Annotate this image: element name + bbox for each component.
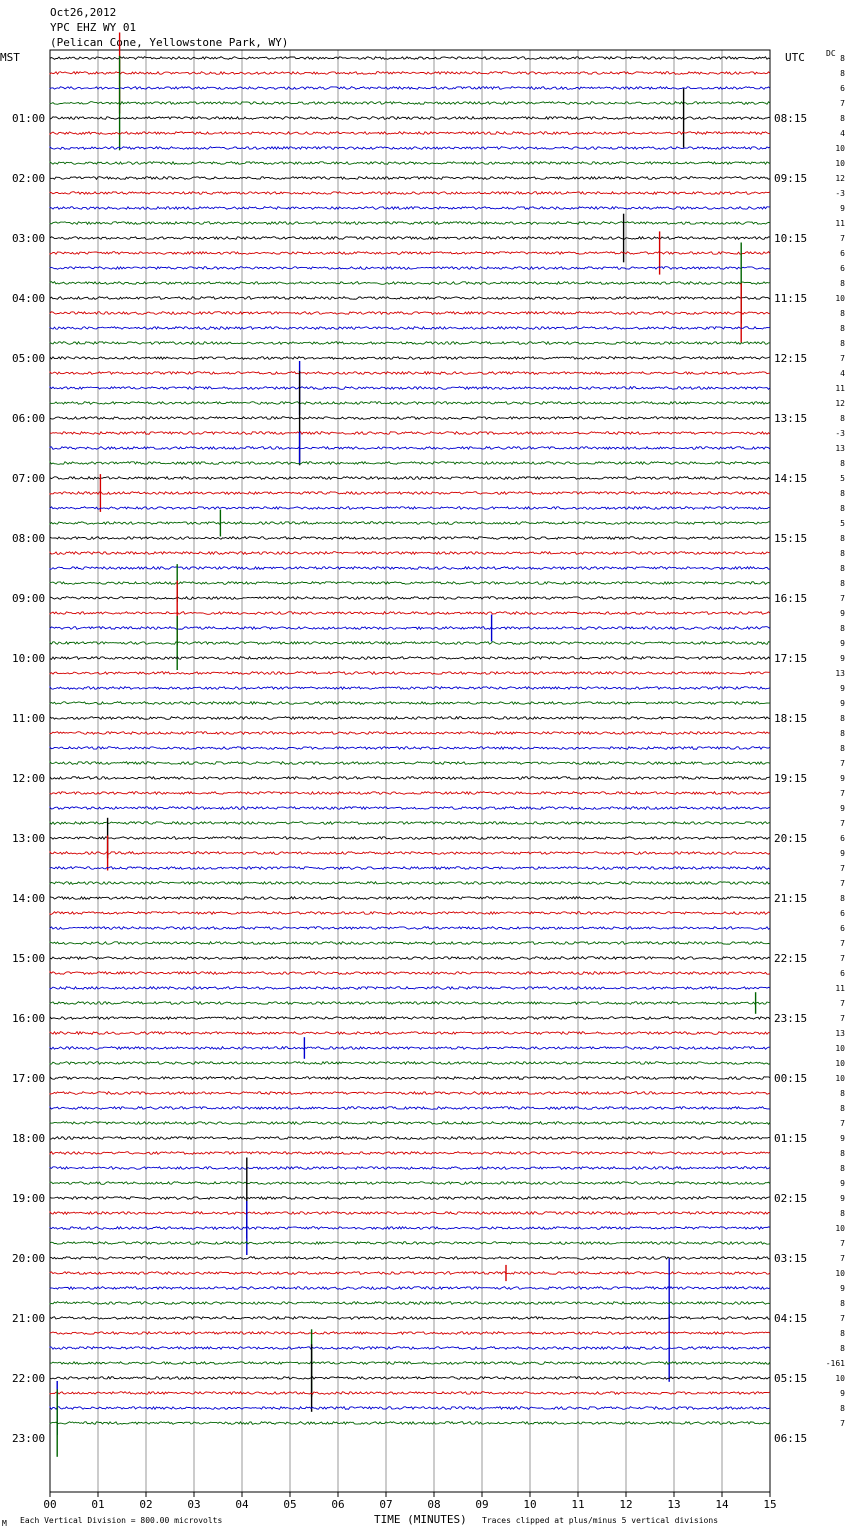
right-hour-label: 14:15 — [774, 472, 808, 485]
dc-offset-value: 10 — [835, 1374, 845, 1383]
trace-line — [50, 72, 770, 75]
right-hour-label: 04:15 — [774, 1312, 808, 1325]
x-tick-label: 00 — [43, 1498, 57, 1511]
right-hour-label: 10:15 — [774, 232, 808, 245]
trace-line — [50, 987, 770, 990]
right-zone-label: UTC — [785, 51, 805, 64]
trace-line — [50, 882, 770, 885]
x-tick-label: 02 — [139, 1498, 153, 1511]
right-hour-label: 09:15 — [774, 172, 808, 185]
dc-offset-value: 4 — [840, 369, 845, 378]
dc-offset-value: 8 — [840, 534, 845, 543]
trace-line — [50, 132, 770, 135]
trace-line — [50, 252, 770, 255]
x-tick-label: 12 — [619, 1498, 633, 1511]
trace-line — [50, 1407, 770, 1410]
right-hour-label: 13:15 — [774, 412, 808, 425]
dc-offset-value: 11 — [835, 384, 845, 393]
trace-line — [50, 1197, 770, 1200]
header-date: Oct26,2012 — [50, 6, 117, 19]
trace-line — [50, 672, 770, 675]
x-tick-label: 15 — [763, 1498, 777, 1511]
trace-line — [50, 282, 770, 285]
trace-lines — [50, 33, 770, 1457]
left-hour-label: 06:00 — [12, 412, 46, 425]
left-hour-label: 17:00 — [12, 1072, 46, 1085]
trace-line — [50, 1107, 770, 1110]
trace-line — [50, 147, 770, 150]
trace-line — [50, 1257, 770, 1260]
x-tick-label: 01 — [91, 1498, 105, 1511]
dc-offset-value: 7 — [840, 759, 845, 768]
trace-line — [50, 1317, 770, 1320]
dc-offset-value: 4 — [840, 129, 845, 138]
dc-offset-value: 8 — [840, 114, 845, 123]
trace-line — [50, 432, 770, 435]
trace-line — [50, 1287, 770, 1290]
left-hour-label: 13:00 — [12, 832, 46, 845]
left-hour-label: 21:00 — [12, 1312, 46, 1325]
trace-line — [50, 837, 770, 840]
dc-offset-value: 7 — [840, 999, 845, 1008]
dc-offset-value: 10 — [835, 1074, 845, 1083]
trace-line — [50, 912, 770, 915]
right-hour-label: 01:15 — [774, 1132, 808, 1145]
trace-line — [50, 87, 770, 90]
trace-line — [50, 402, 770, 405]
right-hour-label: 11:15 — [774, 292, 808, 305]
x-axis-ticks — [43, 1492, 776, 1511]
dc-offset-value: 10 — [835, 159, 845, 168]
dc-offset-value: 8 — [840, 1164, 845, 1173]
dc-offset-value: 6 — [840, 249, 845, 258]
x-axis-label: TIME (MINUTES) — [374, 1513, 467, 1526]
left-hour-label: 01:00 — [12, 112, 46, 125]
dc-offset-value: 8 — [840, 1209, 845, 1218]
right-hour-labels — [774, 112, 807, 1445]
trace-line — [50, 327, 770, 330]
trace-line — [50, 792, 770, 795]
trace-line — [50, 1392, 770, 1395]
left-hour-label: 22:00 — [12, 1372, 46, 1385]
corner-mark: M — [2, 1519, 7, 1528]
dc-offset-value: 11 — [835, 219, 845, 228]
dc-offset-value: 8 — [840, 489, 845, 498]
dc-offset-value: 8 — [840, 564, 845, 573]
dc-offset-value: 7 — [840, 1014, 845, 1023]
dc-offset-value: 8 — [840, 744, 845, 753]
dc-label: DC — [826, 49, 836, 58]
trace-line — [50, 1227, 770, 1230]
x-tick-label: 06 — [331, 1498, 345, 1511]
dc-offset-value: 8 — [840, 579, 845, 588]
trace-line — [50, 492, 770, 495]
trace-line — [50, 747, 770, 750]
left-hour-label: 07:00 — [12, 472, 46, 485]
dc-offset-value: 8 — [840, 1404, 845, 1413]
trace-line — [50, 297, 770, 300]
x-tick-label: 07 — [379, 1498, 393, 1511]
dc-offset-value: 8 — [840, 714, 845, 723]
trace-line — [50, 1167, 770, 1170]
trace-line — [50, 1362, 770, 1365]
dc-offset-value: 7 — [840, 879, 845, 888]
right-hour-label: 16:15 — [774, 592, 808, 605]
dc-offset-value: 8 — [840, 1329, 845, 1338]
dc-offset-value: 9 — [840, 849, 845, 858]
x-tick-label: 11 — [571, 1498, 585, 1511]
left-hour-label: 04:00 — [12, 292, 46, 305]
dc-offset-value: 9 — [840, 609, 845, 618]
left-hour-label: 23:00 — [12, 1432, 46, 1445]
trace-line — [50, 732, 770, 735]
left-hour-label: 19:00 — [12, 1192, 46, 1205]
trace-line — [50, 642, 770, 645]
trace-line — [50, 192, 770, 195]
trace-line — [50, 1092, 770, 1095]
dc-offset-value: 13 — [835, 1029, 845, 1038]
trace-line — [50, 1212, 770, 1215]
dc-offset-value: 7 — [840, 939, 845, 948]
trace-line — [50, 597, 770, 600]
dc-offset-value: 9 — [840, 684, 845, 693]
dc-offset-value: 11 — [835, 984, 845, 993]
x-tick-label: 10 — [523, 1498, 537, 1511]
right-hour-label: 20:15 — [774, 832, 808, 845]
trace-line — [50, 1272, 770, 1275]
clip-note: Traces clipped at plus/minus 5 vertical divisions — [482, 1516, 719, 1525]
right-hour-label: 17:15 — [774, 652, 808, 665]
dc-offset-value: 10 — [835, 1269, 845, 1278]
dc-offset-value: 7 — [840, 1419, 845, 1428]
trace-line — [50, 1002, 770, 1005]
trace-line — [50, 1017, 770, 1020]
trace-line — [50, 387, 770, 390]
dc-offset-value: -3 — [835, 189, 845, 198]
left-hour-labels — [12, 112, 45, 1445]
x-tick-label: 04 — [235, 1498, 249, 1511]
trace-line — [50, 312, 770, 315]
trace-line — [50, 552, 770, 555]
trace-line — [50, 1332, 770, 1335]
trace-line — [50, 537, 770, 540]
dc-offset-value: 7 — [840, 954, 845, 963]
right-hour-label: 05:15 — [774, 1372, 808, 1385]
dc-offset-value: 9 — [840, 1179, 845, 1188]
right-hour-label: 19:15 — [774, 772, 808, 785]
dc-offset-column — [826, 54, 845, 1428]
trace-line — [50, 1242, 770, 1245]
left-hour-label: 02:00 — [12, 172, 46, 185]
dc-offset-value: 7 — [840, 234, 845, 243]
x-tick-label: 05 — [283, 1498, 297, 1511]
dc-offset-value: 10 — [835, 1044, 845, 1053]
trace-line — [50, 237, 770, 240]
right-hour-label: 03:15 — [774, 1252, 808, 1265]
dc-offset-value: 13 — [835, 444, 845, 453]
trace-line — [50, 522, 770, 525]
dc-offset-value: 8 — [840, 1149, 845, 1158]
dc-offset-value: 8 — [840, 1344, 845, 1353]
x-tick-label: 08 — [427, 1498, 441, 1511]
left-hour-label: 08:00 — [12, 532, 46, 545]
dc-offset-value: 8 — [840, 1089, 845, 1098]
right-hour-label: 23:15 — [774, 1012, 808, 1025]
dc-offset-value: 7 — [840, 594, 845, 603]
scale-note: Each Vertical Division = 800.00 microvolts — [20, 1516, 223, 1525]
dc-offset-value: 5 — [840, 474, 845, 483]
left-hour-label: 20:00 — [12, 1252, 46, 1265]
dc-offset-value: 12 — [835, 174, 845, 183]
dc-offset-value: 10 — [835, 1224, 845, 1233]
trace-line — [50, 867, 770, 870]
trace-line — [50, 462, 770, 465]
dc-offset-value: 8 — [840, 1299, 845, 1308]
trace-line — [50, 267, 770, 270]
trace-line — [50, 372, 770, 375]
left-hour-label: 14:00 — [12, 892, 46, 905]
trace-line — [50, 177, 770, 180]
dc-offset-value: 6 — [840, 264, 845, 273]
trace-line — [50, 222, 770, 225]
right-hour-label: 15:15 — [774, 532, 808, 545]
dc-offset-value: 9 — [840, 654, 845, 663]
trace-line — [50, 1377, 770, 1380]
dc-offset-value: 7 — [840, 1314, 845, 1323]
x-tick-label: 09 — [475, 1498, 489, 1511]
dc-offset-value: 8 — [840, 54, 845, 63]
dc-offset-value: 8 — [840, 69, 845, 78]
right-hour-label: 18:15 — [774, 712, 808, 725]
right-hour-label: 21:15 — [774, 892, 808, 905]
trace-line — [50, 1047, 770, 1050]
dc-offset-value: -161 — [825, 1359, 845, 1368]
left-hour-label: 16:00 — [12, 1012, 46, 1025]
dc-offset-value: 9 — [840, 204, 845, 213]
dc-offset-value: 6 — [840, 909, 845, 918]
dc-offset-value: 10 — [835, 1059, 845, 1068]
left-hour-label: 10:00 — [12, 652, 46, 665]
trace-line — [50, 1032, 770, 1035]
trace-line — [50, 342, 770, 345]
trace-line — [50, 702, 770, 705]
dc-offset-value: 6 — [840, 84, 845, 93]
dc-offset-value: 9 — [840, 699, 845, 708]
trace-line — [50, 972, 770, 975]
dc-offset-value: 8 — [840, 624, 845, 633]
dc-offset-value: 8 — [840, 549, 845, 558]
x-tick-label: 13 — [667, 1498, 681, 1511]
dc-offset-value: 7 — [840, 99, 845, 108]
x-tick-label: 14 — [715, 1498, 729, 1511]
dc-offset-value: 9 — [840, 1194, 845, 1203]
left-hour-label: 12:00 — [12, 772, 46, 785]
trace-line — [50, 1062, 770, 1065]
dc-offset-value: 9 — [840, 1284, 845, 1293]
trace-line — [50, 822, 770, 825]
trace-line — [50, 807, 770, 810]
left-hour-label: 03:00 — [12, 232, 46, 245]
trace-line — [50, 687, 770, 690]
trace-line — [50, 117, 770, 120]
trace-line — [50, 207, 770, 210]
right-hour-label: 00:15 — [774, 1072, 808, 1085]
trace-line — [50, 657, 770, 660]
dc-offset-value: 7 — [840, 354, 845, 363]
dc-offset-value: 8 — [840, 729, 845, 738]
trace-line — [50, 1137, 770, 1140]
dc-offset-value: 8 — [840, 279, 845, 288]
dc-offset-value: 8 — [840, 504, 845, 513]
dc-offset-value: 9 — [840, 774, 845, 783]
dc-offset-value: 7 — [840, 1239, 845, 1248]
trace-line — [50, 852, 770, 855]
dc-offset-value: 7 — [840, 864, 845, 873]
left-hour-label: 05:00 — [12, 352, 46, 365]
trace-line — [50, 1422, 770, 1425]
dc-offset-value: 9 — [840, 1134, 845, 1143]
trace-line — [50, 927, 770, 930]
trace-line — [50, 1182, 770, 1185]
left-hour-label: 11:00 — [12, 712, 46, 725]
dc-offset-value: 6 — [840, 834, 845, 843]
trace-line — [50, 357, 770, 360]
trace-line — [50, 417, 770, 420]
header-station: YPC EHZ WY 01 — [50, 21, 137, 34]
dc-offset-value: 9 — [840, 1389, 845, 1398]
right-hour-label: 12:15 — [774, 352, 808, 365]
trace-line — [50, 1152, 770, 1155]
dc-offset-value: 8 — [840, 309, 845, 318]
trace-line — [50, 717, 770, 720]
dc-offset-value: 7 — [840, 1119, 845, 1128]
trace-line — [50, 567, 770, 570]
dc-offset-value: 6 — [840, 924, 845, 933]
trace-line — [50, 582, 770, 585]
trace-line — [50, 477, 770, 480]
trace-line — [50, 102, 770, 105]
dc-offset-value: -3 — [835, 429, 845, 438]
dc-offset-value: 8 — [840, 894, 845, 903]
dc-offset-value: 12 — [835, 399, 845, 408]
trace-line — [50, 507, 770, 510]
left-hour-label: 15:00 — [12, 952, 46, 965]
dc-offset-value: 10 — [835, 294, 845, 303]
dc-offset-value: 7 — [840, 819, 845, 828]
dc-offset-value: 10 — [835, 144, 845, 153]
trace-line — [50, 1122, 770, 1125]
trace-line — [50, 942, 770, 945]
trace-line — [50, 1077, 770, 1080]
trace-line — [50, 57, 770, 60]
right-hour-label: 22:15 — [774, 952, 808, 965]
trace-line — [50, 1347, 770, 1350]
dc-offset-value: 9 — [840, 639, 845, 648]
dc-offset-value: 5 — [840, 519, 845, 528]
x-tick-label: 03 — [187, 1498, 201, 1511]
dc-offset-value: 7 — [840, 789, 845, 798]
trace-line — [50, 957, 770, 960]
right-hour-label: 08:15 — [774, 112, 808, 125]
left-zone-label: MST — [0, 51, 20, 64]
trace-line — [50, 762, 770, 765]
trace-line — [50, 627, 770, 630]
dc-offset-value: 8 — [840, 1104, 845, 1113]
dc-offset-value: 7 — [840, 1254, 845, 1263]
trace-line — [50, 447, 770, 450]
dc-offset-value: 8 — [840, 414, 845, 423]
dc-offset-value: 8 — [840, 339, 845, 348]
header-location: (Pelican Cone, Yellowstone Park, WY) — [50, 36, 289, 49]
dc-offset-value: 13 — [835, 669, 845, 678]
dc-offset-value: 8 — [840, 459, 845, 468]
left-hour-label: 09:00 — [12, 592, 46, 605]
dc-offset-value: 8 — [840, 324, 845, 333]
right-hour-label: 02:15 — [774, 1192, 808, 1205]
dc-offset-value: 9 — [840, 804, 845, 813]
trace-line — [50, 897, 770, 900]
trace-line — [50, 1302, 770, 1305]
trace-line — [50, 612, 770, 615]
dc-offset-value: 6 — [840, 969, 845, 978]
trace-line — [50, 162, 770, 165]
grid-lines — [98, 50, 722, 1492]
right-hour-label: 06:15 — [774, 1432, 808, 1445]
left-hour-label: 18:00 — [12, 1132, 46, 1145]
trace-line — [50, 777, 770, 780]
